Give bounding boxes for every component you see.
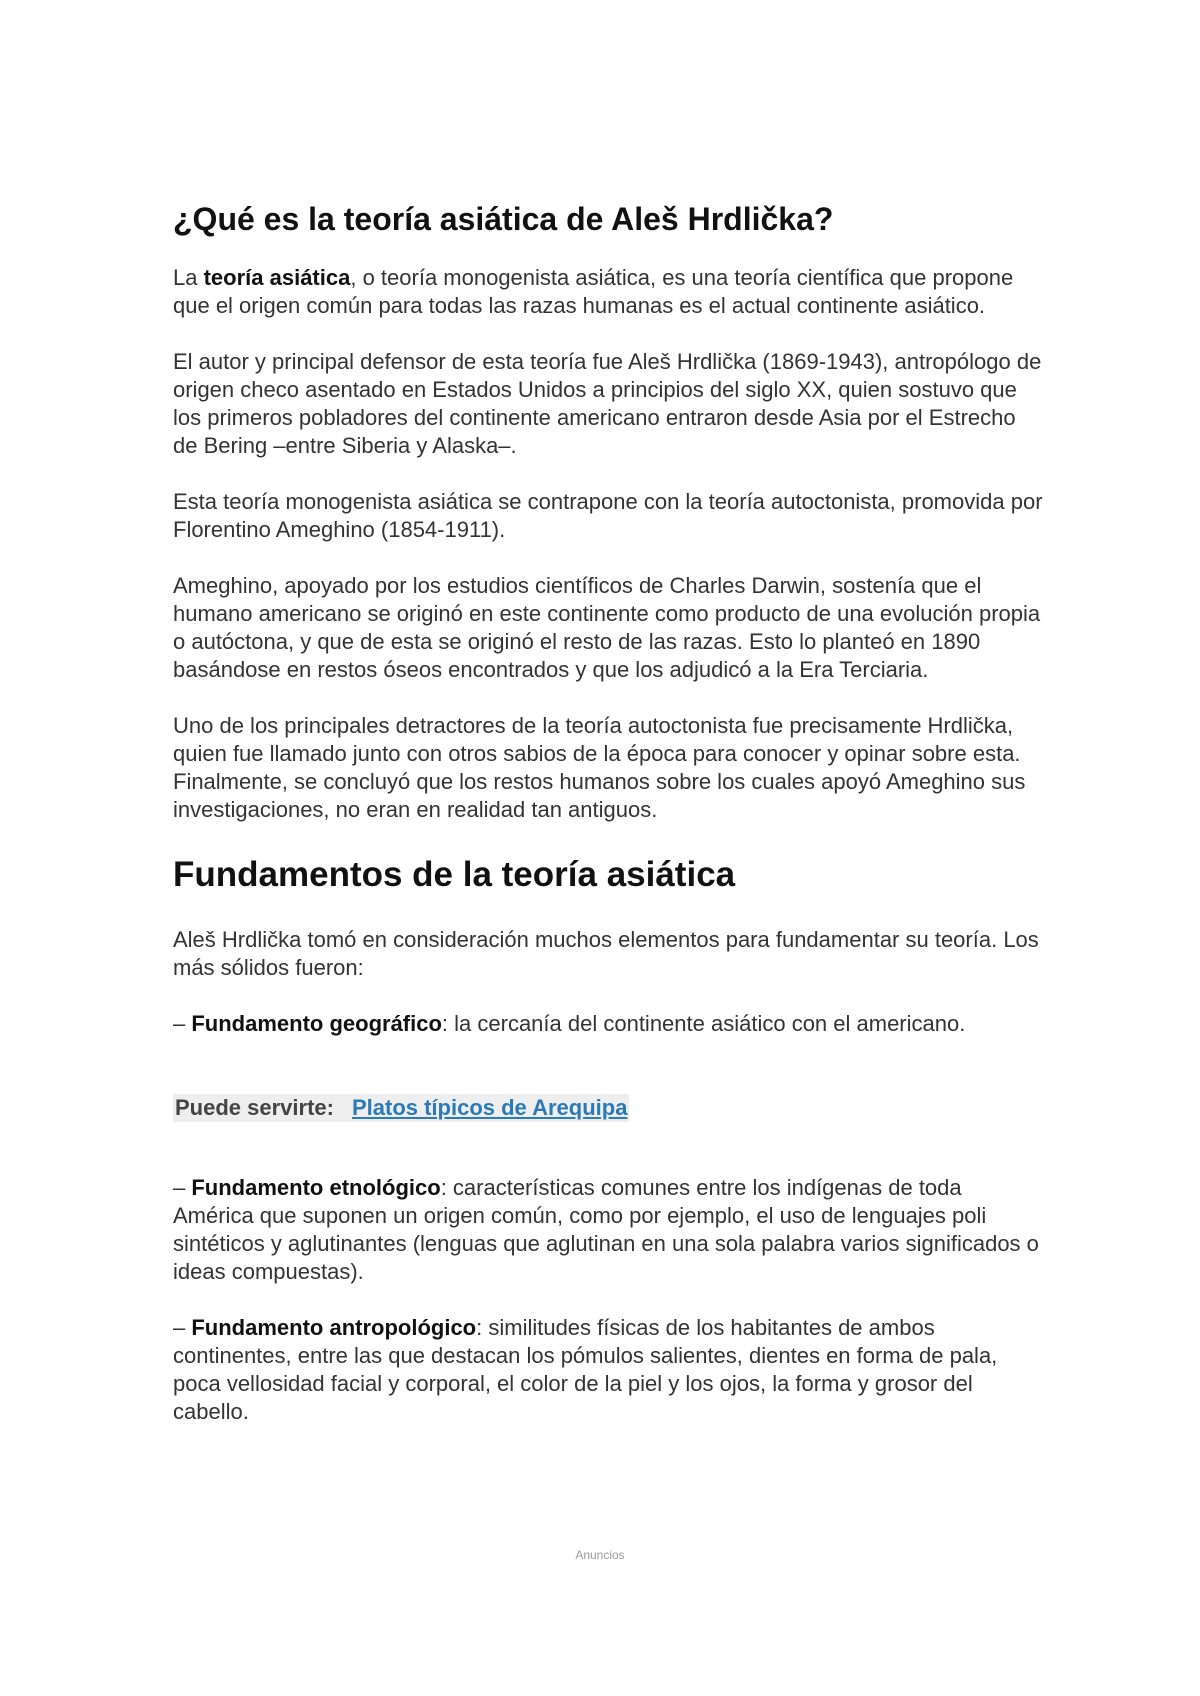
intro-pre: La — [173, 265, 204, 291]
fundamento-title: Fundamento geográfico — [191, 1011, 442, 1037]
fundamentos-intro: Aleš Hrdlička tomó en consideración muchos elementos para fundamentar su teoría. Los más sólidos fueron: — [173, 927, 1039, 981]
intro-bold-term: teoría asiática — [203, 265, 351, 291]
section-title-fundamentos: Fundamentos de la teoría asiática — [173, 855, 736, 895]
fundamento-text: : características comunes entre los indígenas de toda América que suponen un origen común, como por ejemplo, el uso de lenguajes poli sintéticos y aglutinantes (lenguas que aglutinan en una sola palabra varios significados o ideas compuestas). — [173, 1175, 1039, 1285]
paragraph-ameghino: Ameghino, apoyado por los estudios científicos de Charles Darwin, sostenía que el humano americano se originó en este continente como producto de una evolución propia o autóctona, y que de esta se originó el resto de las razas. Esto lo planteó en 1890 basándose en restos óseos encontrados y que los adjudicó a la Era Terciaria. — [173, 573, 1041, 683]
article-title: ¿Qué es la teoría asiática de Aleš Hrdlička? — [173, 201, 834, 237]
intro-post: , o teoría monogenista asiática, es una teoría científica que propone que el origen común para todas las razas humanas es el actual continente asiático. — [173, 265, 1014, 319]
fundamento-item — [173, 1010, 1043, 1038]
paragraph-detractors: Uno de los principales detractores de la teoría autoctonista fue precisamente Hrdlička, quien fue llamado junto con otros sabios de la época para conocer y opinar sobre esta. Finalmente, se concluyó que los restos humanos sobre los cuales apoyó Ameghino sus investigaciones, no eran en realidad tan antiguos. — [173, 713, 1026, 823]
fundamento-title: Fundamento antropológico — [191, 1315, 477, 1341]
paragraph-contrast: Esta teoría monogenista asiática se contrapone con la teoría autoctonista, promovida por Florentino Ameghino (1854-1911). — [173, 489, 1043, 543]
article-body — [173, 200, 1043, 1454]
fundamento-dash: – — [173, 1011, 192, 1037]
related-promo-label: Puede servirte: — [175, 1095, 334, 1121]
fundamento-text: : similitudes físicas de los habitantes de ambos continentes, entre las que destacan los pómulos salientes, dientes en forma de pala, poca vellosidad facial y corporal, el color de la piel y los ojos, la forma y grosor del cabello. — [173, 1315, 998, 1425]
fundamento-title: Fundamento etnológico — [191, 1175, 441, 1201]
related-promo — [173, 1094, 1043, 1122]
paragraph-author: El autor y principal defensor de esta teoría fue Aleš Hrdlička (1869-1943), antropólogo de origen checo asentado en Estados Unidos a principios del siglo XX, quien sostuvo que los primeros pobladores del continente americano entraron desde Asia por el Estrecho de Bering –entre Siberia y Alaska–. — [173, 349, 1042, 459]
related-promo-box — [173, 1094, 629, 1122]
fundamento-item — [173, 1174, 1043, 1286]
intro-paragraph — [173, 264, 1043, 320]
fundamento-text: : la cercanía del continente asiático con el americano. — [441, 1011, 966, 1037]
ads-label: Anuncios — [575, 1548, 625, 1562]
fundamento-dash: – — [173, 1175, 192, 1201]
fundamento-dash: – — [173, 1315, 192, 1341]
related-article-link[interactable]: Platos típicos de Arequipa — [351, 1095, 628, 1121]
fundamento-item — [173, 1314, 1043, 1426]
